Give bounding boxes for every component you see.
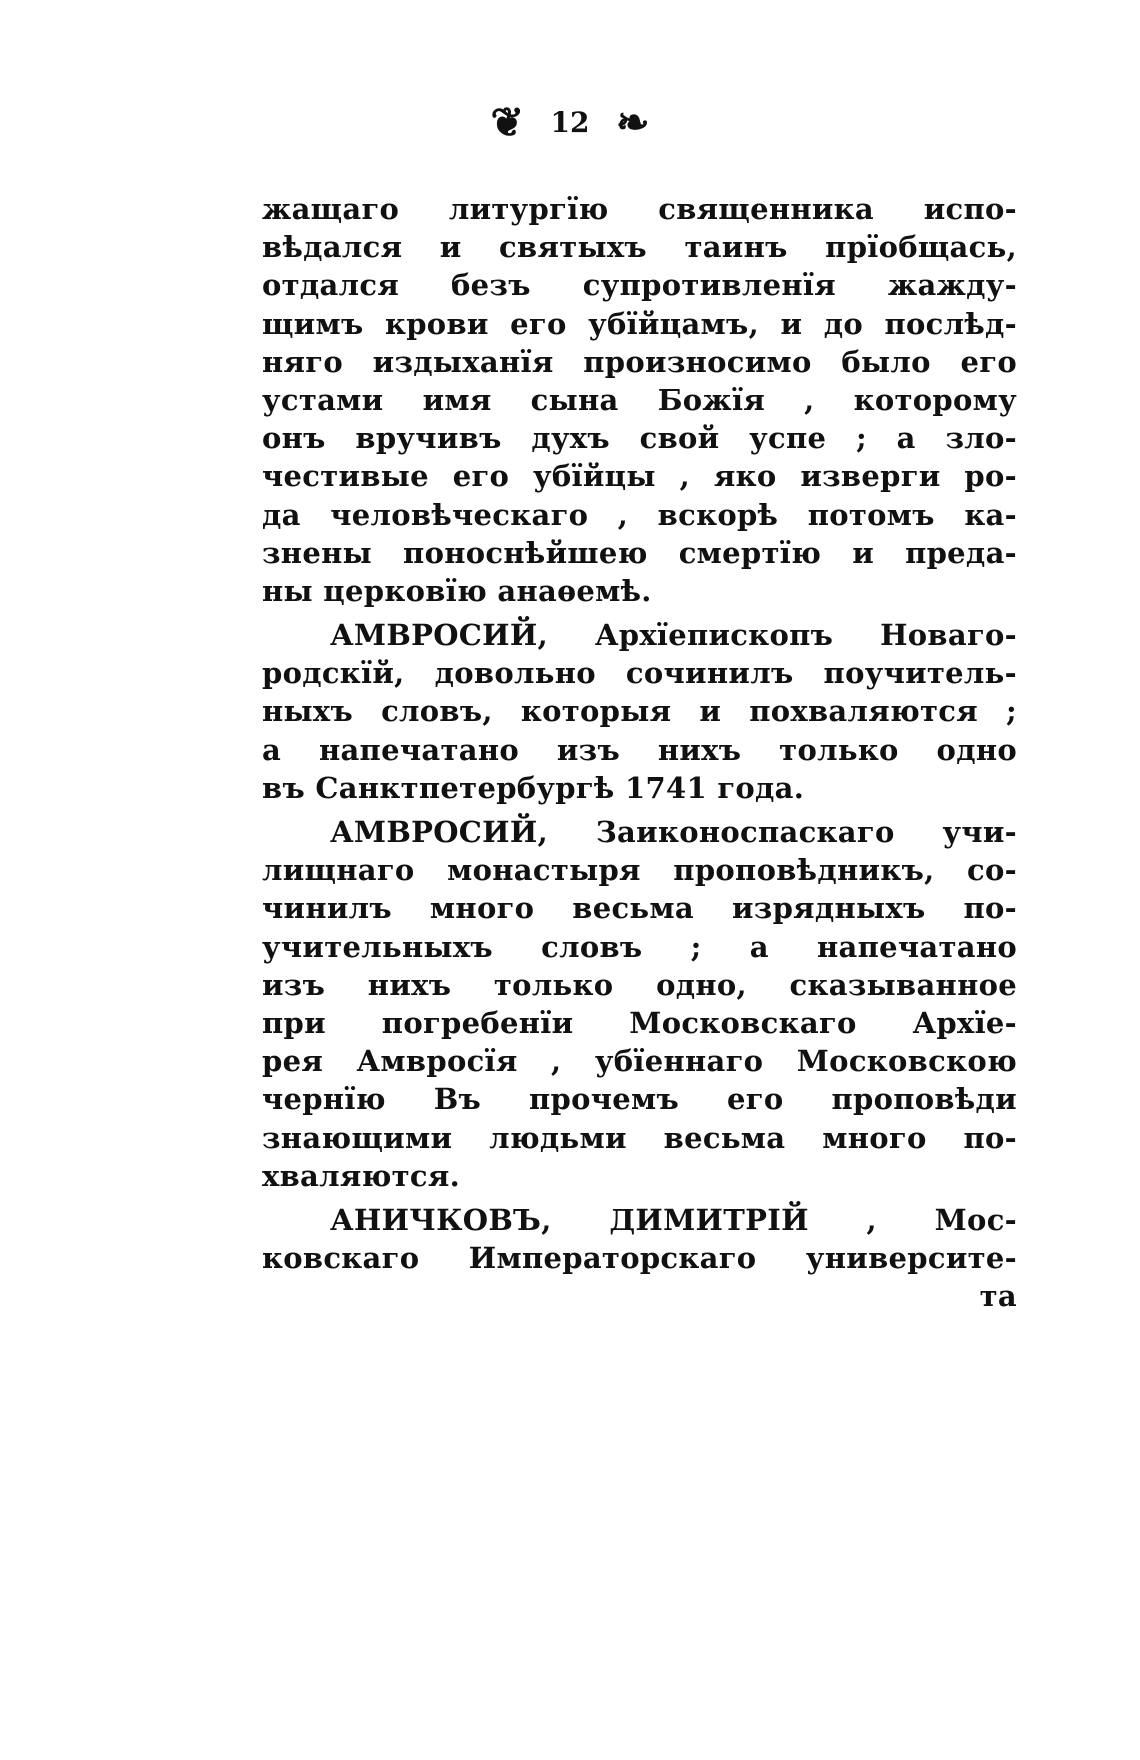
text-line: знающими людьми весьма много по- <box>262 1120 1017 1155</box>
text-line: рея Амвросїя , убїеннаго Московскою <box>262 1044 1017 1079</box>
text-line: щимъ крови его убїйцамъ, и до послѣд- <box>262 306 1017 341</box>
text-line: изъ нихъ только одно, сказыванное <box>262 967 1017 1002</box>
catchword: та <box>979 1279 1017 1314</box>
text-line: устами имя сына Божїя , которому <box>262 382 1017 417</box>
text-line: чинилъ много весьма изрядныхъ по- <box>262 891 1017 926</box>
entry-heading-line: АМВРОСИЙ, Заиконоспаскаго учи- <box>330 815 1017 849</box>
page-number: 12 <box>550 105 590 139</box>
entry-heading-line: АМВРОСИЙ, Архїепископъ Новаго- <box>330 618 1017 653</box>
text-line: родскїй, довольно сочинилъ поучитель- <box>262 656 1017 691</box>
text-line: знены поноснѣйшею смертїю и преда- <box>262 535 1017 570</box>
text-line: при погребенїи Московскаго Архїе- <box>262 1005 1017 1040</box>
text-line: ны церковїю анаѳемѣ. <box>262 573 652 608</box>
text-line: няго издыханїя произносимо было его <box>262 344 1017 379</box>
text-line: чернїю Въ прочемъ его проповѣди <box>262 1082 1017 1117</box>
text-line: хваляются. <box>262 1158 460 1193</box>
text-line: отдался безъ супротивленїя жажду- <box>262 268 1017 303</box>
text-line: да человѣческаго , вскорѣ потомъ ка- <box>262 497 1017 532</box>
entry-heading-line: АНИЧКОВЪ, ДИМИТРIЙ , Мос- <box>330 1202 1017 1237</box>
body-text <box>262 190 1017 1315</box>
text-line: ныхъ словъ, которыя и похваляются ; <box>262 694 1017 729</box>
text-line: а напечатано изъ нихъ только одно <box>262 732 1017 767</box>
text-line: учительныхъ словъ ; а напечатано <box>262 929 1017 964</box>
text-line: въ Санктпетербургѣ 1741 года. <box>262 770 805 805</box>
right-ornament-icon: ❧ <box>616 98 650 146</box>
left-ornament-icon: ❦ <box>490 98 524 146</box>
text-line: честивые его убїйцы , яко изверги ро- <box>262 459 1017 494</box>
text-line: жащаго литургїю священника испо- <box>262 192 1017 226</box>
text-line: ковскаго Императорскаго университе- <box>262 1241 1017 1276</box>
text-line: вѣдался и святыхъ таинъ прїобщась, <box>262 230 1017 265</box>
page-header <box>0 98 1140 146</box>
text-line: лищнаго монастыря проповѣдникъ, со- <box>262 853 1017 888</box>
text-line: онъ вручивъ духъ свой успе ; а зло- <box>262 421 1017 456</box>
